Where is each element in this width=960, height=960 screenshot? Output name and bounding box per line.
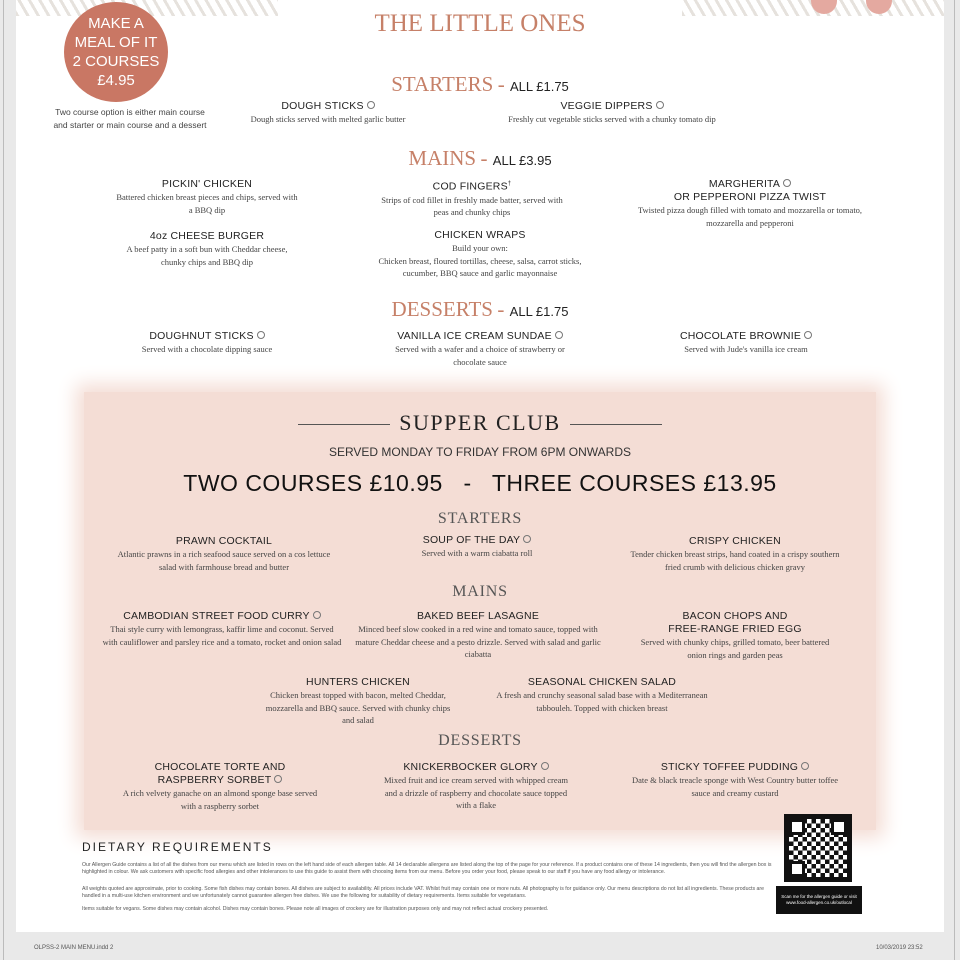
item-description: Mixed fruit and ice cream served with whipped cream and a drizzle of raspberry and chocolate sauce topped with a flake xyxy=(383,775,569,810)
crop-margin-line xyxy=(954,0,955,960)
item-description: Served with a chocolate dipping sauce xyxy=(141,344,273,354)
section-title: DESSERTS xyxy=(391,297,493,321)
item-name: FREE-RANGE FRIED EGG xyxy=(668,623,802,635)
supper-mains-heading: MAINS xyxy=(452,583,508,600)
menu-item xyxy=(116,761,324,812)
item-description: A rich velvety ganache on an almond sponge base served with a raspberry sorbet xyxy=(122,788,318,811)
menu-item xyxy=(386,534,568,560)
item-name: HUNTERS CHICKEN xyxy=(306,676,410,688)
crop-margin-line xyxy=(3,0,4,960)
item-description: Battered chicken breast pieces and chips, served with a BBQ dip xyxy=(116,192,298,215)
item-name: CHOCOLATE BROWNIE xyxy=(679,330,802,342)
menu-item xyxy=(262,676,454,727)
item-description: Build your own: xyxy=(452,243,508,253)
menu-item xyxy=(390,330,570,368)
print-footer-left: OLPSS-2 MAIN MENU.indd 2 xyxy=(34,945,114,951)
item-description: Chicken breast topped with bacon, melted Cheddar, mozzarella and BBQ sauce. Served with chunky chips and salad xyxy=(265,690,451,725)
item-description: Served with a wafer and a choice of strawberry or chocolate sauce xyxy=(395,344,565,367)
item-name: DOUGHNUT STICKS xyxy=(149,330,254,342)
dietary-text: Our Allergen Guide contains a list of all the dishes from our menu which are listed in rows on the left hand side of each allergen table. All 14 declarable allergens are listed along the top of the page for your reference. If a product contains one of these 14 ingredients, then you will find the allergen box is highlighted in colour. We ask customers with specific food allergies and other intolerances to use this guide to assist them with choosing items from our menu. Before you order your food, please speak to our staff if you have any food allergy or intolerance. xyxy=(82,862,772,875)
menu-item xyxy=(630,761,840,799)
vegetarian-icon xyxy=(555,331,563,339)
menu-page xyxy=(16,0,944,932)
qr-code-icon[interactable] xyxy=(784,814,852,882)
vegetarian-icon xyxy=(257,331,265,339)
vegetarian-icon xyxy=(367,101,375,109)
menu-item xyxy=(462,100,762,126)
item-description: A beef patty in a soft bun with Cheddar cheese, chunky chips and BBQ dip xyxy=(126,244,288,267)
menu-item xyxy=(640,610,830,661)
item-name: SOUP OF THE DAY xyxy=(422,534,521,546)
menu-item xyxy=(102,610,342,648)
supper-served-times: SERVED MONDAY TO FRIDAY FROM 6PM ONWARDS xyxy=(328,445,632,459)
item-name: CHOCOLATE TORTE AND xyxy=(154,761,286,773)
item-name: VANILLA ICE CREAM SUNDAE xyxy=(397,330,552,342)
menu-item xyxy=(622,535,848,573)
item-name: BAKED BEEF LASAGNE xyxy=(416,610,540,622)
supper-club-title: SUPPER CLUB xyxy=(399,410,561,435)
section-title: MAINS xyxy=(408,146,477,170)
print-footer-right: 10/03/2019 23:52 xyxy=(876,945,923,951)
item-description: Tender chicken breast strips, hand coated in a crispy southern fried crumb with delicious chicken gravy xyxy=(630,549,840,572)
menu-item xyxy=(360,229,600,280)
menu-item xyxy=(116,178,298,216)
section-price: ALL £3.95 xyxy=(492,153,552,168)
item-description: Freshly cut vegetable sticks served with a chunky tomato dip xyxy=(508,114,716,124)
item-name: CAMBODIAN STREET FOOD CURRY xyxy=(123,610,310,622)
vegetarian-icon xyxy=(804,331,812,339)
section-price: ALL £1.75 xyxy=(509,79,569,94)
dietary-text: All weights quoted are approximate, prior to cooking. Some fish dishes may contain bones. All dishes are subject to availability. All prices include VAT. Whilst fruit may contain one or more nuts. All photography is for guidance only. Our menu descriptions do not list all ingredients. These products are handled in a multi-use kitchen environment and we unfortunately cannot guarantee allergen free dishes. We use the following for suitability of dietary requirements. Items suitable for vegetarians. xyxy=(82,886,765,899)
item-name: 4oz CHEESE BURGER xyxy=(149,230,265,242)
menu-item xyxy=(116,230,298,268)
menu-item xyxy=(480,676,724,714)
item-description: Minced beef slow cooked in a red wine and tomato sauce, topped with mature Cheddar cheese and a pesto drizzle. Served with salad and garlic ciabatta xyxy=(355,624,601,659)
item-name: STICKY TOFFEE PUDDING xyxy=(660,761,799,773)
kids-menu-title: THE LITTLE ONES xyxy=(374,10,586,37)
menu-item xyxy=(112,535,336,573)
item-name: KNICKERBOCKER GLORY xyxy=(403,761,538,773)
section-title: STARTERS xyxy=(391,72,494,96)
vegetarian-icon xyxy=(541,762,549,770)
badge-note: Two course option is either main course and starter or main course and a dessert xyxy=(53,107,207,130)
item-description: Chicken breast, floured tortillas, cheese, salsa, carrot sticks, cucumber, BBQ sauce and garlic mayonnaise xyxy=(378,255,582,278)
item-name: OR PEPPERONI PIZZA TWIST xyxy=(673,191,827,203)
vegetarian-icon xyxy=(523,535,531,543)
menu-item xyxy=(116,330,298,356)
vegetarian-icon xyxy=(801,762,809,770)
badge-line: 2 COURSES xyxy=(72,53,160,70)
item-name: PICKIN' CHICKEN xyxy=(161,178,253,190)
qr-caption: Scan me for the allergen guide or visit www.food-allergen.co.uk/outlocal xyxy=(776,886,862,914)
item-description: Dough sticks served with melted garlic butter xyxy=(250,114,406,124)
menu-item xyxy=(378,761,574,812)
item-name: CRISPY CHICKEN xyxy=(689,535,781,547)
supper-desserts-heading: DESSERTS xyxy=(438,732,522,749)
item-name: VEGGIE DIPPERS xyxy=(560,100,653,112)
item-name: PRAWN COCKTAIL xyxy=(175,535,273,547)
vegetarian-icon xyxy=(274,775,282,783)
badge-price: £4.95 xyxy=(97,72,135,89)
vegetarian-icon xyxy=(656,101,664,109)
item-name: CHICKEN WRAPS xyxy=(434,229,526,241)
item-description: Served with chunky chips, grilled tomato, beer battered onion rings and garden peas xyxy=(640,637,830,660)
badge-line: MAKE A xyxy=(88,15,144,32)
item-name: SEASONAL CHICKEN SALAD xyxy=(527,676,677,688)
section-price: ALL £1.75 xyxy=(509,304,569,319)
vegetarian-icon xyxy=(313,611,321,619)
menu-item xyxy=(198,100,458,126)
kids-starters-heading: STARTERS - ALL £1.75 xyxy=(391,72,569,96)
item-name: DOUGH STICKS xyxy=(281,100,364,112)
badge-line: MEAL OF IT xyxy=(74,34,158,51)
kids-mains-heading: MAINS - ALL £3.95 xyxy=(408,146,552,170)
item-name: COD FINGERS xyxy=(432,180,508,193)
supper-starters-heading: STARTERS xyxy=(437,510,523,527)
menu-item: COD FINGERS† Strips of cod fillet in freshly made batter, served with peas and chunky chips xyxy=(381,180,563,217)
dietary-text: Items suitable for vegans. Some dishes may contain alcohol. Dishes may contain bones. Please note all images of crockery are for illustration purposes only and may not reflect actual crockery presented. xyxy=(82,906,549,912)
item-description: Atlantic prawns in a rich seafood sauce served on a cos lettuce salad with farmhouse bread and butter xyxy=(117,549,331,572)
vegetarian-icon xyxy=(783,179,791,187)
item-description: Served with a warm ciabatta roll xyxy=(421,548,533,558)
supper-prices: TWO COURSES £10.95 - THREE COURSES £13.95 xyxy=(183,470,777,496)
menu-item xyxy=(656,330,836,356)
item-description: Strips of cod fillet in freshly made batter, served with peas and chunky chips xyxy=(381,194,563,217)
kids-desserts-heading: DESSERTS - ALL £1.75 xyxy=(391,297,569,321)
item-description: Thai style curry with lemongrass, kaffir lime and coconut. Served with cauliflower and parsley rice and a tomato, rocket and onion salad xyxy=(102,624,342,647)
item-name: BACON CHOPS AND xyxy=(682,610,788,622)
item-name: RASPBERRY SORBET xyxy=(157,774,272,786)
menu-item xyxy=(630,178,870,229)
item-name: MARGHERITA xyxy=(708,178,781,190)
item-description: Twisted pizza dough filled with tomato and mozzarella or tomato, mozzarella and pepperoni xyxy=(637,205,863,228)
item-description: Served with Jude's vanilla ice cream xyxy=(684,344,808,354)
item-description: A fresh and crunchy seasonal salad base with a Mediterranean tabbouleh. Topped with chicken breast xyxy=(496,690,708,713)
dietary-title: DIETARY REQUIREMENTS xyxy=(82,840,273,854)
item-description: Date & black treacle sponge with West Country butter toffee sauce and creamy custard xyxy=(631,775,838,798)
menu-item xyxy=(350,610,606,661)
